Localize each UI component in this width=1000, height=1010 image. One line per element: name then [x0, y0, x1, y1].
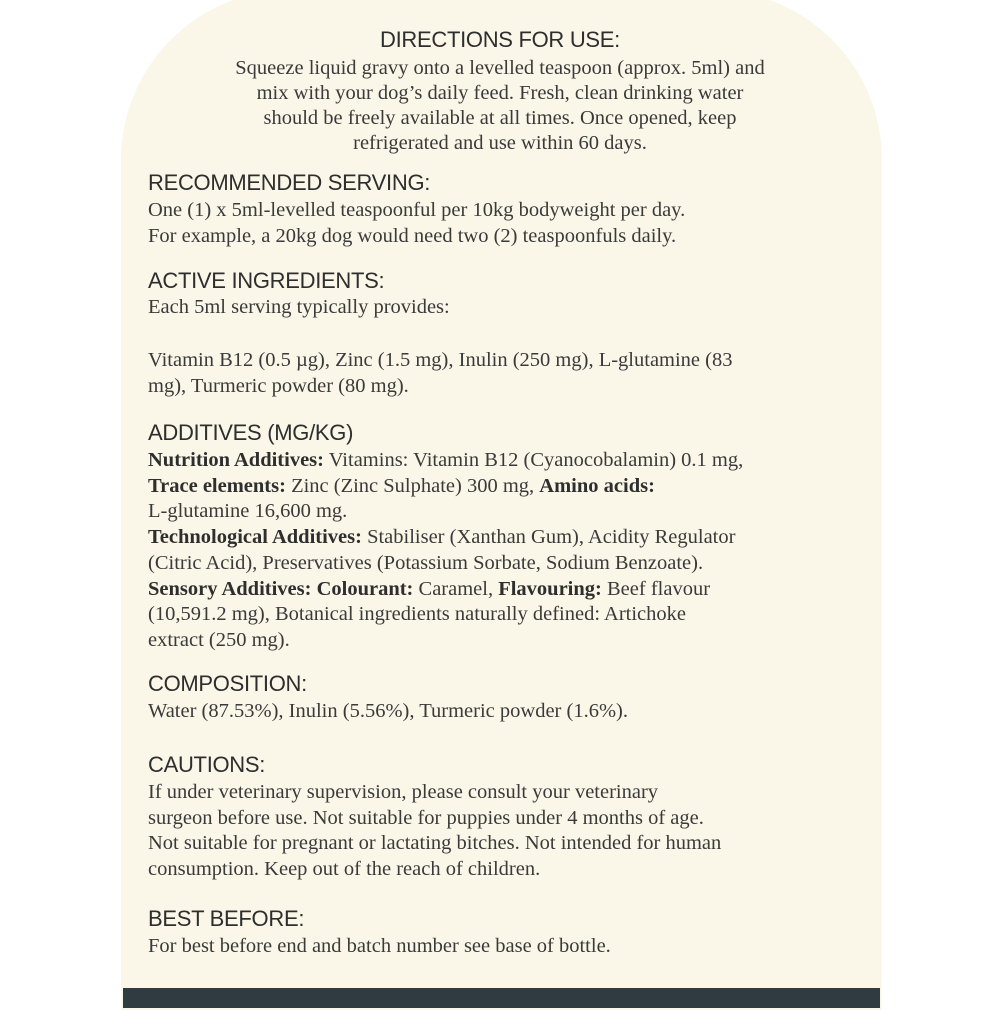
additives-line — [148, 473, 655, 499]
composition-line: Water (87.53%), Inulin (5.56%), Turmeric powder (1.6%). — [148, 700, 628, 722]
active-line: Vitamin B12 (0.5 µg), Zinc (1.5 mg), Inulin (250 mg), L-glutamine (83 — [148, 349, 733, 371]
best-before-heading: BEST BEFORE: — [148, 906, 305, 931]
additives-line: L-glutamine 16,600 mg. — [148, 500, 348, 522]
active-line: Each 5ml serving typically provides: — [148, 296, 450, 318]
directions-line: should be freely available at all times. Once opened, keep — [263, 107, 737, 129]
serving-line: For example, a 20kg dog would need two (2) teaspoonfuls daily. — [148, 225, 677, 247]
additives-line — [148, 524, 735, 550]
additives-text: Beef flavour — [601, 578, 711, 600]
directions-heading: DIRECTIONS FOR USE: — [380, 27, 620, 52]
additives-label: Flavouring: — [498, 578, 602, 600]
additives-line — [148, 576, 710, 602]
cautions-line: If under veterinary supervision, please consult your veterinary — [148, 781, 659, 803]
additives-line: (Citric Acid), Preservatives (Potassium Sorbate, Sodium Benzoate). — [148, 552, 704, 574]
additives-label: Nutrition Additives: — [148, 449, 324, 471]
cautions-heading: CAUTIONS: — [148, 752, 266, 777]
best-before-line: For best before end and batch number see base of bottle. — [148, 935, 611, 957]
additives-line: (10,591.2 mg), Botanical ingredients naturally defined: Artichoke — [148, 603, 686, 625]
additives-label: Sensory Additives: Colourant: — [148, 578, 414, 600]
additives-text: Vitamins: Vitamin B12 (Cyanocobalamin) 0.1 mg, — [323, 449, 744, 471]
additives-text: Caramel, — [413, 578, 499, 600]
active-heading: ACTIVE INGREDIENTS: — [148, 268, 385, 293]
additives-label: Amino acids: — [539, 475, 655, 497]
active-line: mg), Turmeric powder (80 mg). — [148, 375, 409, 397]
cautions-line: consumption. Keep out of the reach of children. — [148, 858, 541, 880]
additives-line — [148, 447, 743, 473]
cautions-line: surgeon before use. Not suitable for puppies under 4 months of age. — [148, 807, 704, 829]
bottle-band — [123, 988, 880, 1008]
additives-text: Zinc (Zinc Sulphate) 300 mg, — [285, 475, 540, 497]
composition-heading: COMPOSITION: — [148, 671, 307, 696]
cautions-line: Not suitable for pregnant or lactating bitches. Not intended for human — [148, 832, 722, 854]
additives-text: Stabiliser (Xanthan Gum), Acidity Regulator — [361, 526, 736, 548]
serving-line: One (1) x 5ml-levelled teaspoonful per 10kg bodyweight per day. — [148, 199, 686, 221]
additives-heading: ADDITIVES (MG/KG) — [148, 420, 354, 445]
serving-heading: RECOMMENDED SERVING: — [148, 170, 431, 195]
additives-line: extract (250 mg). — [148, 629, 290, 651]
directions-line: mix with your dog’s daily feed. Fresh, clean drinking water — [256, 82, 744, 104]
additives-label: Trace elements: — [148, 475, 286, 497]
directions-line: Squeeze liquid gravy onto a levelled teaspoon (approx. 5ml) and — [235, 57, 765, 79]
directions-line: refrigerated and use within 60 days. — [353, 132, 647, 154]
additives-label: Technological Additives: — [148, 526, 362, 548]
